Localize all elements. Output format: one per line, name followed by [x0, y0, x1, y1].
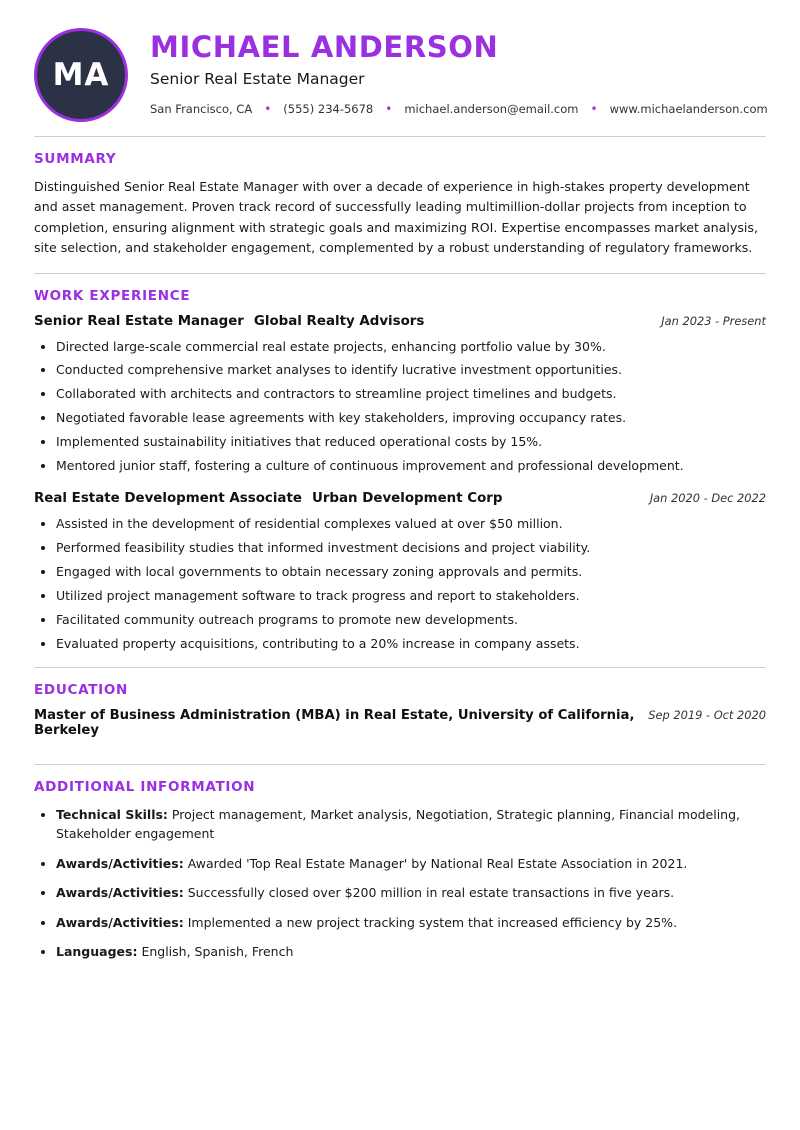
job-bullet: • Implemented sustainability initiatives that reduced operational costs by 15%.: [56, 432, 766, 451]
job-company: Global Realty Advisors: [253, 313, 425, 329]
contact-location: San Francisco, CA: [150, 101, 253, 116]
additional-information-item: [56, 883, 766, 902]
job-title-line: [34, 491, 502, 506]
additional-item-value: Project management, Market analysis, Negotiation, Strategic planning, Financial modeling, Stakeholder engagement: [56, 807, 740, 842]
contact-separator-icon: •: [385, 101, 393, 116]
page-title: MICHAEL ANDERSON: [150, 30, 499, 64]
additional-item-label: Awards/Activities:: [56, 885, 184, 901]
contact-separator-icon: •: [590, 101, 598, 116]
additional-information-item: [56, 805, 766, 844]
section-additional-information: [34, 765, 766, 961]
job-bullet: • Facilitated community outreach programs to promote new developments.: [56, 610, 766, 629]
job-bullet: • Utilized project management software to track progress and report to stakeholders.: [56, 586, 766, 605]
job-bullet: • Performed feasibility studies that informed investment decisions and project viability.: [56, 538, 766, 557]
additional-information-item: [56, 854, 766, 873]
additional-item-label: Languages:: [56, 943, 138, 959]
education-item: [34, 708, 766, 738]
contact-info: [150, 102, 770, 116]
job-bullet-list: [34, 514, 766, 653]
additional-item-value: English, Spanish, French: [141, 943, 294, 959]
job-header: [34, 314, 766, 329]
job-dates: Jan 2020 - Dec 2022: [649, 491, 766, 506]
job-bullet: • Assisted in the development of residential complexes valued at over $50 million.: [56, 514, 766, 533]
additional-item-value: Successfully closed over $200 million in real estate transactions in five years.: [187, 885, 675, 901]
additional-item-value: Awarded 'Top Real Estate Manager' by National Real Estate Association in 2021.: [187, 855, 688, 871]
additional-information-item: [56, 913, 766, 932]
job-bullet-list: [34, 337, 766, 476]
job-position: Real Estate Development Associate: [34, 491, 302, 507]
contact-separator-icon: •: [264, 101, 272, 116]
resume-header: [34, 26, 766, 137]
section-education: [34, 668, 766, 738]
job-bullet: • Evaluated property acquisitions, contributing to a 20% increase in company assets.: [56, 634, 766, 653]
additional-item-label: Technical Skills:: [56, 807, 168, 823]
job-bullet: • Mentored junior staff, fostering a culture of continuous improvement and professional development.: [56, 456, 766, 475]
job-title-line: [34, 314, 424, 329]
education-degree: Master of Business Administration (MBA) in Real Estate, University of California, Berkeley: [34, 708, 635, 739]
job-bullet: • Directed large-scale commercial real estate projects, enhancing portfolio value by 30%.: [56, 337, 766, 356]
header-job-title: Senior Real Estate Manager: [150, 69, 365, 88]
job-bullet: • Collaborated with architects and contractors to streamline project timelines and budgets.: [56, 384, 766, 403]
additional-item-label: Awards/Activities:: [56, 914, 184, 930]
avatar: [34, 28, 128, 122]
job-dates: Jan 2023 - Present: [661, 313, 766, 328]
section-summary: [34, 137, 766, 259]
job-company: Urban Development Corp: [311, 491, 503, 507]
additional-information-item: [56, 942, 766, 961]
section-work-experience: [34, 274, 766, 654]
additional-item-value: Implemented a new project tracking system that increased efficiency by 25%.: [187, 914, 678, 930]
job-header: [34, 491, 766, 506]
contact-website[interactable]: www.michaelanderson.com: [609, 101, 768, 116]
education-dates: Sep 2019 - Oct 2020: [648, 708, 766, 723]
contact-phone[interactable]: (555) 234-5678: [283, 101, 374, 116]
work-experience-item: [34, 491, 766, 653]
job-bullet: • Negotiated favorable lease agreements with key stakeholders, improving occupancy rates.: [56, 408, 766, 427]
additional-item-label: Awards/Activities:: [56, 855, 184, 871]
header-text-block: [128, 26, 770, 116]
section-title-education: EDUCATION: [34, 682, 129, 699]
job-bullet: • Engaged with local governments to obtain necessary zoning approvals and permits.: [56, 562, 766, 581]
work-experience-item: [34, 314, 766, 476]
section-title-summary: SUMMARY: [34, 151, 117, 167]
job-position: Senior Real Estate Manager: [34, 313, 244, 329]
contact-email[interactable]: michael.anderson@email.com: [404, 101, 579, 116]
avatar-initials: MA: [52, 57, 110, 93]
additional-information-list: [34, 805, 766, 961]
section-title-additional-information: ADDITIONAL INFORMATION: [34, 779, 256, 796]
section-title-work-experience: WORK EXPERIENCE: [34, 287, 191, 304]
summary-text: Distinguished Senior Real Estate Manager with over a decade of experience in high-stakes property development and asset management. Proven track record of successfully leading multimillion-dollar projects from inception to completion, ensuring alignment with strategic goals and maximizing ROI. Expertise encompasses market analysis, site selection, and stakeholder engagement, complemented by a robust understanding of regulatory frameworks.: [34, 179, 758, 256]
job-bullet: • Conducted comprehensive market analyses to identify lucrative investment opportunities.: [56, 360, 766, 379]
